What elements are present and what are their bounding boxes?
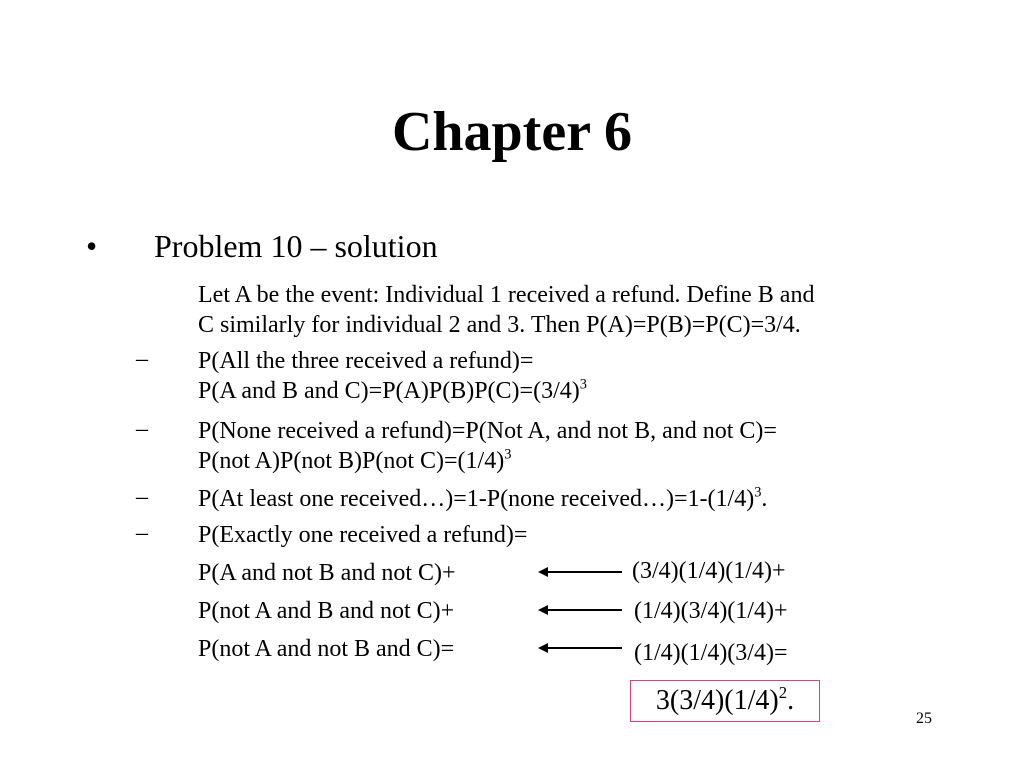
arrow-left-icon bbox=[536, 602, 626, 618]
dash-marker-2: – bbox=[136, 416, 148, 442]
problem-heading: Problem 10 – solution bbox=[154, 228, 438, 264]
case1-value: (3/4)(1/4)(1/4)+ bbox=[632, 558, 786, 584]
case2-value: (1/4)(3/4)(1/4)+ bbox=[634, 598, 788, 624]
item2-line-2: P(not A)P(not B)P(not $C)=(1/4)^3$ bbox=[198, 446, 512, 474]
intro-line-1: Let A be the event: Individual 1 received a refund. Define B and bbox=[198, 282, 815, 308]
item4-line: P(Exactly one received a refund)= bbox=[198, 522, 528, 548]
item2-line-1: P(None received a refund)=P(Not A, and not B, and not C)= bbox=[198, 418, 777, 444]
arrow-left-icon bbox=[536, 640, 626, 656]
case2-expression: P(not A and B and not C)+ bbox=[198, 598, 455, 624]
final-answer: $3(3/4)(1/4)^2$. bbox=[655, 683, 795, 716]
dash-marker-4: – bbox=[136, 520, 148, 546]
case3-value: (1/4)(1/4)(3/4)= bbox=[634, 640, 788, 666]
case3-expression: P(not A and not B and C)= bbox=[198, 636, 455, 662]
final-answer-box bbox=[630, 680, 820, 722]
intro-line-2: C similarly for individual 2 and 3. Then P(A)=P(B)=P(C)=3/4. bbox=[198, 312, 801, 338]
item3-line: P(At least one received…)=1-P(none $received\dots)=1-(1/4)^3$. bbox=[198, 484, 768, 512]
slide-title: Chapter 6 bbox=[391, 101, 633, 163]
item1-line-2: P(A and B and $C)=P(A)P(B)P(C)=(3/4)^3$ bbox=[198, 376, 587, 404]
arrow-left-icon bbox=[536, 564, 626, 580]
dash-marker-1: – bbox=[136, 346, 148, 372]
bullet-symbol: • bbox=[86, 228, 98, 264]
item1-line-1: P(All the three received a refund)= bbox=[198, 348, 534, 374]
page-number: 25 bbox=[916, 710, 932, 727]
dash-marker-3: – bbox=[136, 484, 148, 510]
case1-expression: P(A and not B and not C)+ bbox=[198, 560, 456, 586]
